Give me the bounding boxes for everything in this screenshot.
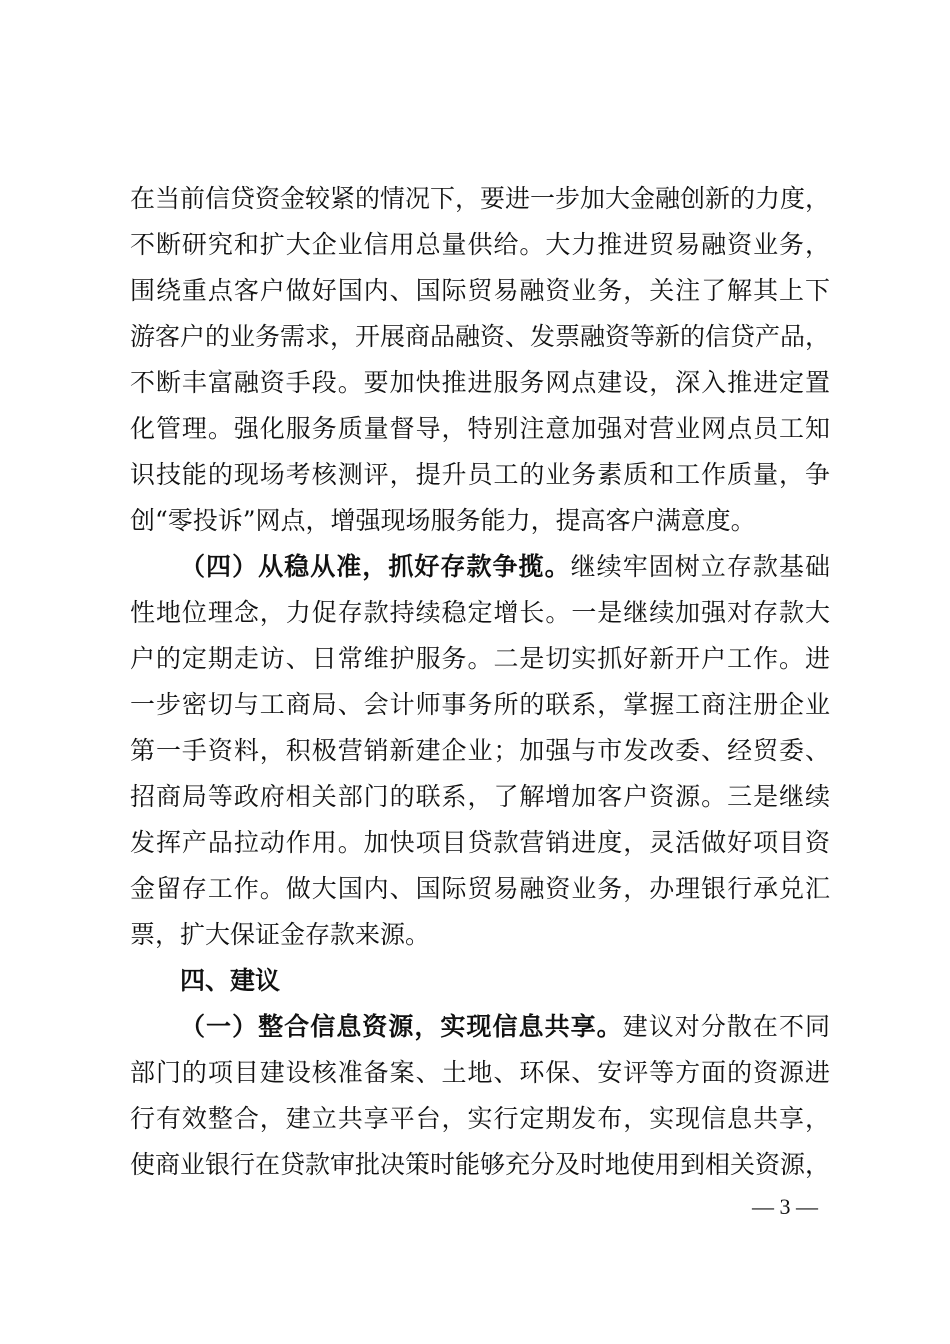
text-line: 游客户的业务需求，开展商品融资、发票融资等新的信贷产品， [130,322,831,351]
text-line: 使商业银行在贷款审批决策时能够充分及时地使用到相关资源， [130,1150,831,1179]
text-line: 识技能的现场考核测评，提升员工的业务素质和工作质量，争 [130,460,830,489]
text-line: 不断研究和扩大企业信用总量供给。大力推进贸易融资业务， [130,230,830,259]
text-line [180,550,830,584]
subheading-one: （一）整合信息资源，实现信息共享。 [180,1012,623,1041]
text-line: 票，扩大保证金存款来源。 [130,920,431,949]
text-line: 金留存工作。做大国内、国际贸易融资业务，办理银行承兑汇 [130,874,830,903]
page-number: — 3 — [752,1194,818,1219]
text-line: 在当前信贷资金较紧的情况下，要进一步加大金融创新的力度， [130,184,831,213]
text-line: 招商局等政府相关部门的联系，了解增加客户资源。三是继续 [130,782,830,811]
text-line: 第一手资料，积极营销新建企业；加强与市发改委、经贸委、 [130,736,830,765]
text-line: 部门的项目建设核准备案、土地、环保、安评等方面的资源进 [130,1058,830,1087]
text-line: 不断丰富融资手段。要加快推进服务网点建设，深入推进定置 [130,368,830,397]
subheading-four: （四）从稳从准，抓好存款争揽。 [180,552,571,581]
section-heading: 四、建议 [180,966,281,995]
text-segment: 建议对分散在不同 [622,1012,830,1041]
text-line: 一步密切与工商局、会计师事务所的联系，掌握工商注册企业 [130,690,830,719]
text-line: 创“零投诉”网点，增强现场服务能力，提高客户满意度。 [130,506,756,535]
text-line: 户的定期走访、日常维护服务。二是切实抓好新开户工作。进 [130,644,830,673]
text-line: 行有效整合，建立共享平台，实行定期发布，实现信息共享， [130,1104,830,1133]
text-line [180,1010,830,1044]
text-segment: 继续牢固树立存款基础 [570,552,830,581]
text-line: 性地位理念，力促存款持续稳定增长。一是继续加强对存款大 [130,598,830,627]
text-line: 围绕重点客户做好国内、国际贸易融资业务，关注了解其上下 [130,276,830,305]
text-line: 发挥产品拉动作用。加快项目贷款营销进度，灵活做好项目资 [130,828,830,857]
text-line: 化管理。强化服务质量督导，特别注意加强对营业网点员工知 [130,414,830,443]
